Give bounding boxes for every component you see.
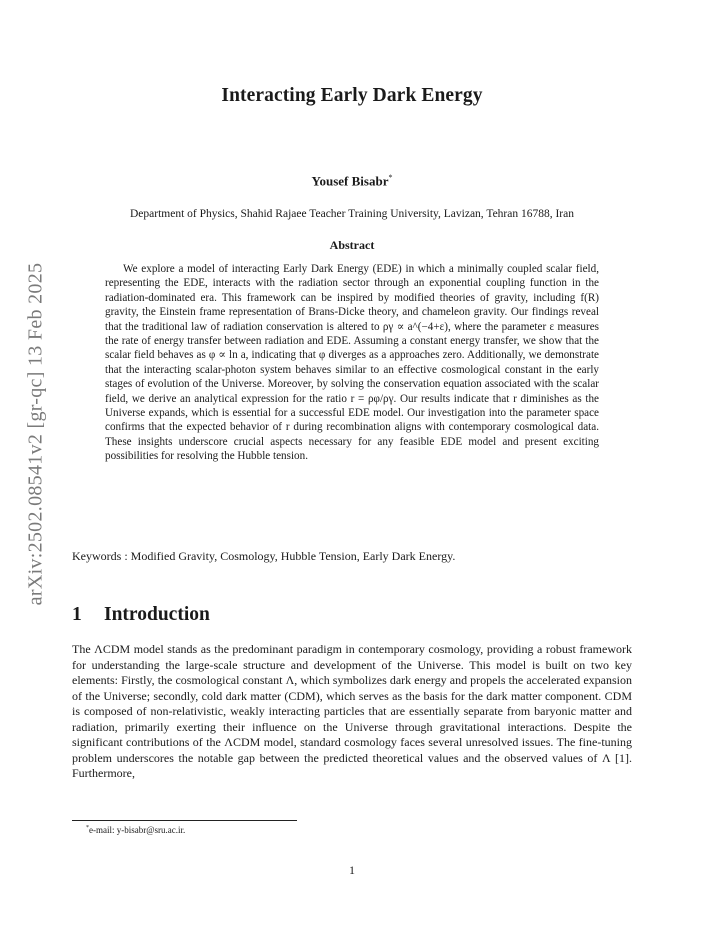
footnote-rule <box>72 820 297 821</box>
footnote <box>86 825 185 835</box>
section-title: Introduction <box>104 604 210 625</box>
section-heading <box>72 604 210 626</box>
author-name: Yousef Bisabr <box>311 173 389 189</box>
author-footnote-mark: * <box>388 173 393 182</box>
abstract-body: We explore a model of interacting Early Dark Energy (EDE) in which a minimally coupled scalar field, representing the EDE, interacts with the radiation sector through an exponential coupling function in the radiation-dominated era. This framework can be inspired by modified theories of gravity, including f(R) gravity, the Einstein frame representation of Brans-Dicke theory, and chameleon gravity. Our findings reveal that the traditional law of radiation conservation is altered to ργ ∝ a^(−4+ε), where the parameter ε measures the rate of energy transfer between radiation and EDE. Assuming a constant energy transfer, we show that the scalar field behaves as φ ∝ ln a, indicating that φ diverges as a approaches zero. Additionally, we demonstrate that the interacting scalar-photon system behaves similar to an effective cosmological constant in the early stages of evolution of the Universe. Moreover, by solving the conservation equation associated with the scalar field, we derive an analytical expression for the ratio r = ρφ/ργ. Our results indicate that r diminishes as the Universe expands, which is essential for a successful EDE model. Our investigation into the parameter space confirms that the expected behavior of r during recombination aligns with contemporary cosmological data. These insights underscore crucial aspects necessary for any feasible EDE model and present exciting possibilities for resolving the Hubble tension. <box>105 263 599 463</box>
introduction-paragraph: The ΛCDM model stands as the predominant paradigm in contemporary cosmology, providing a robust framework for understanding the large-scale structure and development of the Universe. This model is built on two key elements: Firstly, the cosmological constant Λ, which symbolizes dark energy and propels the accelerated expansion of the Universe; secondly, cold dark matter (CDM), which serves as the basis for the dark matter component. CDM is composed of non-relativistic, weakly interacting particles that are essentially separate from baryonic matter and radiation, primarily exerting their influence on the Universe through gravitational interactions. Despite the significant contributions of the ΛCDM model, standard cosmology faces several unresolved issues. The fine-tuning problem underscores the notable gap between the predicted theoretical values and the observed values of Λ [1]. Furthermore, <box>72 642 632 780</box>
footnote-email: e-mail: y-bisabr@sru.ac.ir. <box>89 825 186 835</box>
paper-title: Interacting Early Dark Energy <box>221 85 483 106</box>
keywords: Keywords : Modified Gravity, Cosmology, Hubble Tension, Early Dark Energy. <box>72 549 456 563</box>
page-number: 1 <box>349 863 355 877</box>
author-line <box>0 173 704 189</box>
footnote-mark: * <box>86 825 89 831</box>
section-number: 1 <box>72 604 82 625</box>
arxiv-identifier: arXiv:2502.08541v2 [gr-qc] 13 Feb 2025 <box>24 262 47 606</box>
abstract-heading: Abstract <box>329 238 375 252</box>
affiliation: Department of Physics, Shahid Rajaee Teacher Training University, Lavizan, Tehran 16788, Iran <box>129 208 574 220</box>
